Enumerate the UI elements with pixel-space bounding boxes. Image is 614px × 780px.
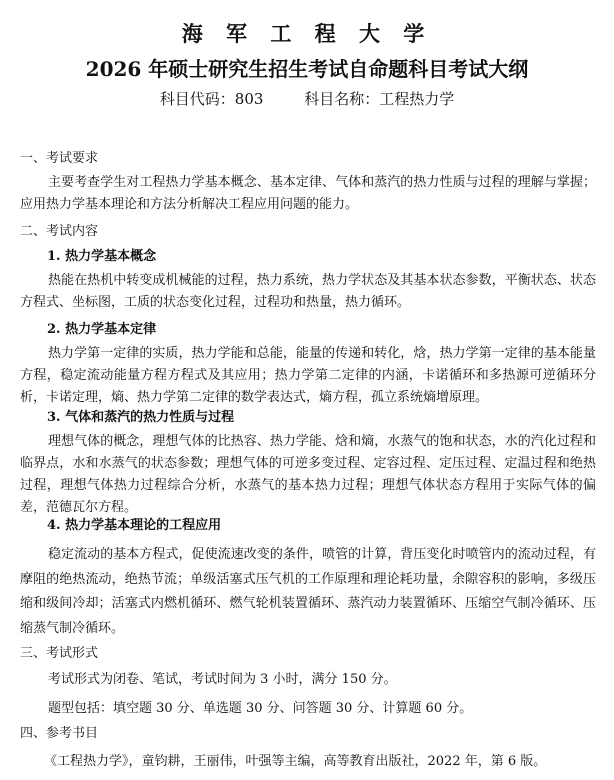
section-heading-references: 四、参考书目 — [20, 726, 99, 741]
format-line-1: 考试形式为闭卷、笔试，考试时间为 3 小时，满分 150 分。 — [48, 672, 397, 687]
requirements-text: 主要考查学生对工程热力学基本概念、基本定律、气体和蒸汽的热力性质与过程的理解与掌握；应用热力学基本理论和方法分析解决工程应用问题的能力。 — [20, 175, 596, 212]
content-item-text-4: 稳定流动的基本方程式，促使流速改变的条件，喷管的计算，背压变化时喷管内的流动过程，有摩阻的绝热流动，绝热节流；单级活塞式压气机的工作原理和理论耗功量，余隙容积的影响，多级压缩和级间冷却；活塞式内燃机循环、燃气轮机装置循环、蒸汽动力装置循环、压缩空气制冷循环、压缩蒸气制冷循环。 — [20, 547, 596, 636]
document-title: 2026 年硕士研究生招生考试自命题科目考试大纲 — [85, 57, 529, 81]
content-item-text-2: 热力学第一定律的实质，热力学能和总能，能量的传递和转化，焓，热力学第一定律的基本能量方程，稳定流动能量方程方程式及其应用；热力学第二定律的内涵，卡诺循环和多热源可逆循环分析，卡诺定理，熵、热力学第二定律的数学表达式，熵方程，孤立系统熵增原理。 — [20, 346, 596, 405]
section-heading-format: 三、考试形式 — [20, 646, 99, 661]
subject-code: 科目代码：803 — [159, 90, 264, 108]
reference-line-1: 《工程热力学》，童钧耕，王丽伟，叶强等主编，高等教育出版社，2022 年，第 6 版。 — [44, 754, 547, 769]
section-heading-requirements: 一、考试要求 — [20, 151, 99, 166]
content-item-title-1: 1. 热力学基本概念 — [47, 249, 157, 264]
format-line-2: 题型包括：填空题 30 分、单选题 30 分、问答题 30 分、计算题 60 分。 — [48, 701, 473, 716]
subject-name: 科目名称：工程热力学 — [304, 90, 455, 108]
section-heading-content: 二、考试内容 — [20, 224, 99, 239]
content-item-title-3: 3. 气体和蒸汽的热力性质与过程 — [47, 410, 235, 425]
content-item-title-2: 2. 热力学基本定律 — [47, 322, 157, 337]
content-item-text-1: 热能在热机中转变成机械能的过程，热力系统，热力学状态及其基本状态参数，平衡状态、状态方程式、坐标图，工质的状态变化过程，过程功和热量，热力循环。 — [20, 273, 596, 310]
university-name: 海 军 工 程 大 学 — [181, 21, 433, 46]
subject-info — [0, 88, 614, 109]
content-item-title-4: 4. 热力学基本理论的工程应用 — [47, 518, 222, 533]
content-item-text-3: 理想气体的概念，理想气体的比热容、热力学能、焓和熵，水蒸气的饱和状态，水的汽化过程和临界点，水和水蒸气的状态参数；理想气体的可逆多变过程、定容过程、定压过程、定温过程和绝热过程，理想气体热力过程综合分析，水蒸气的基本热力过程；理想气体状态方程用于实际气体的偏差，范德瓦尔方程。 — [20, 434, 596, 515]
